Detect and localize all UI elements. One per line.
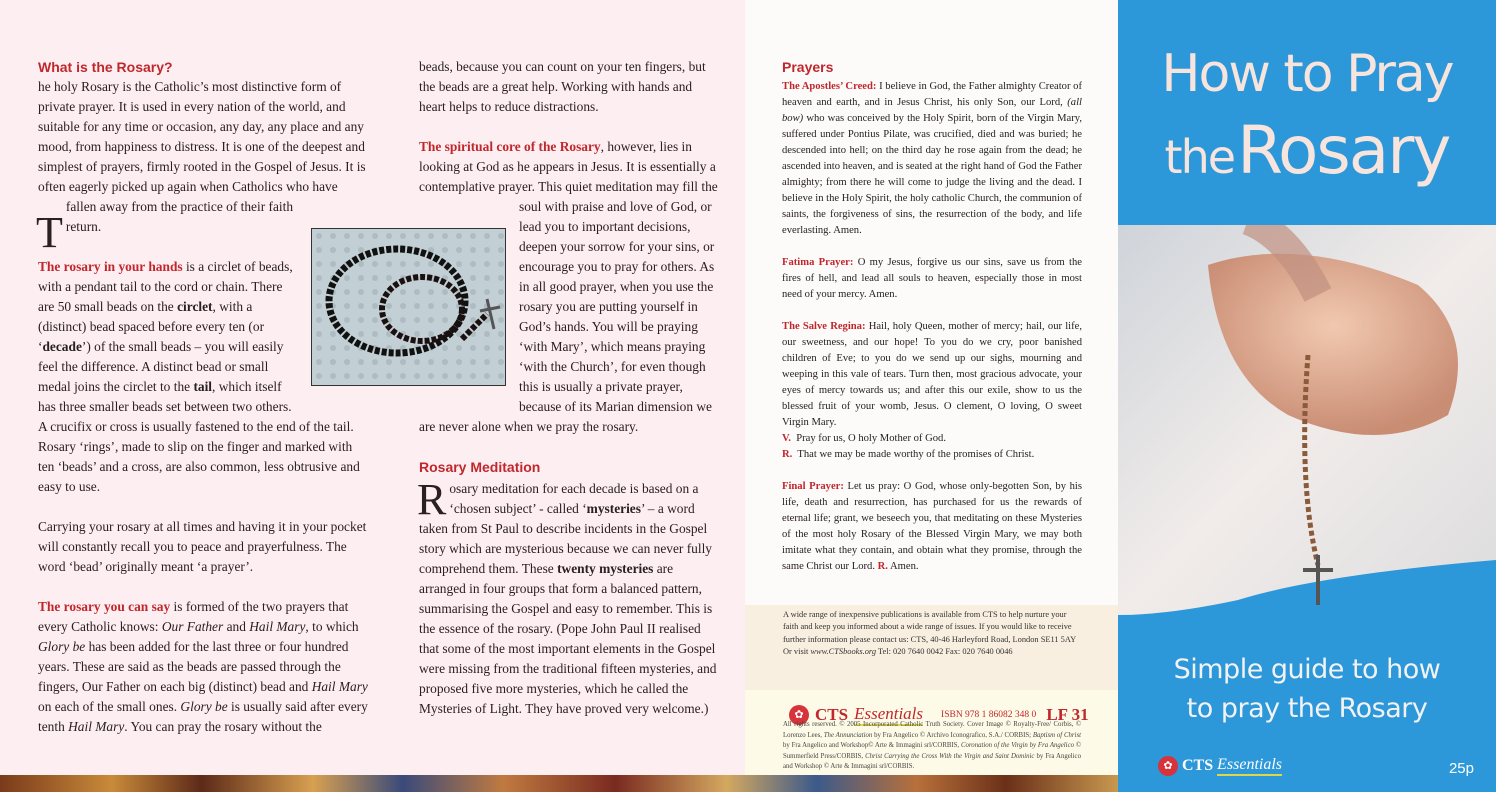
drop-cap: R [417, 475, 447, 524]
text: I believe in God, the Father almighty Creator of heaven and earth, and in Jesus Christ, his only Son, our Lord, [782, 81, 1083, 108]
text: is formed of the two prayers that every Catholic knows: [38, 599, 349, 634]
heading-rosary-meditation: Rosary Meditation [419, 459, 541, 475]
prayer-name: Hail Mary [68, 719, 125, 734]
text: That we may be made worthy of the promises of Christ. [792, 449, 1035, 460]
term: decade [42, 339, 82, 354]
column-2 [419, 57, 721, 739]
text: has been added for the last three or four hundred years. These are said as the beads are passed through the fingers, Our Father on each big (distinct) bead and [38, 639, 349, 694]
salve-regina [782, 319, 1082, 431]
front-cover [1118, 0, 1496, 792]
cts-seal-icon: ✿ [1158, 756, 1178, 776]
carrying-paragraph: Carrying your rosary at all times and having it in your pocket will constantly recall you to peace and prayerfulness. The word ‘bead’ originally meant ‘a prayer’. [38, 519, 367, 574]
text: . You can pray the rosary without the [124, 719, 322, 734]
text: by Fra Angelico © Archivo Iconografico, S.A./ CORBIS; [872, 731, 1033, 739]
prayer-name: Our Father [161, 619, 224, 634]
prayer-name: Hail Mary [249, 619, 306, 634]
essentials-logo-text: Essentials [1217, 756, 1282, 776]
artwork-title: The Annunciation [823, 731, 873, 739]
say-paragraph [38, 597, 368, 737]
title-word: the [1164, 130, 1235, 184]
prayer-name: Glory be [38, 639, 86, 654]
cover-title-line-1: How to Pray [1161, 44, 1453, 104]
praying-hands-photo [1118, 225, 1496, 615]
final-prayer [782, 479, 1082, 575]
essentials-logo-text: Essentials [854, 704, 923, 726]
text: Amen. [887, 561, 919, 572]
text: on each of the small ones. [38, 699, 181, 714]
product-code: LF 31 [1046, 705, 1089, 724]
prayer-title: The Salve Regina: [782, 321, 866, 332]
r-marker: R. [877, 561, 888, 572]
apostles-creed [782, 79, 1082, 239]
continued-paragraph: beads, because you can count on your ten fingers, but the beads are a great help. Working with hands and heart helps to reduce distractions. [419, 59, 706, 114]
text: Pray for us, O holy Mother of God. [790, 433, 947, 444]
text: ’) of the small beads – you will easily feel the difference. A distinct bead or small medal joins the circlet to the [38, 339, 284, 394]
text: by Fra Angelico and Workshop © Arte & Immagini srl/CORBIS. [783, 752, 1081, 770]
text: All rights reserved. © 2005 Incorporated Catholic Truth Society. Cover Image © Royalty-Free/ Corbis, © Lorenzo Lees, [783, 721, 1081, 739]
r-marker: R. [782, 449, 793, 460]
copyright-notice [783, 720, 1081, 773]
heading-what-is-rosary: What is the Rosary? [38, 59, 173, 75]
text: A wide range of inexpensive publications is available from CTS to help nurture your faith and keep you informed about a wide range of issues. If you would like to receive further information please contact us: CTS, 40-46 Harleyford Road, London SE11 5AY Or visit [783, 610, 1076, 657]
lead-in: The rosary you can say [38, 599, 171, 614]
prayer-title: Fatima Prayer: [782, 257, 854, 268]
v-marker: V. [782, 433, 791, 444]
heading-prayers: Prayers [782, 59, 834, 75]
rosary-beads-photo [311, 228, 506, 386]
artwork-title: Baptism of Christ [1032, 731, 1081, 739]
cover-cts-logo [1158, 756, 1282, 776]
rubric: (all bow) [782, 97, 1082, 124]
prayer-name: Glory be [180, 699, 228, 714]
text: , with a (distinct) bead spaced before every ten (or ‘ [38, 299, 265, 354]
drop-cap: T [36, 208, 63, 257]
text: ’ – a word taken from St Paul to describe incidents in the Gospel story which are mysterious because we can never fully comprehend them. These [419, 501, 712, 576]
text: who was conceived by the Holy Spirit, born of the Virgin Mary, suffered under Pontius Pilate, was crucified, died and was buried; he descended into hell; on the third day he rose again from the dead; he ascended into heaven, and is seated at the right hand of God the Father almighty; from there he will come to judge the living and the dead. I believe in the Holy Spirit, the holy catholic Church, the communion of saints, the forgiveness of sins, the resurrection of the body, and life everlasting. Amen. [782, 113, 1082, 236]
cover-subtitle [1118, 650, 1496, 728]
inside-left-spread [0, 0, 745, 775]
text: O my Jesus, forgive us our sins, save us from the fires of hell, and lead all souls to heaven, especially those in most need of your mercy. Amen. [782, 257, 1082, 300]
term: twenty mysteries [557, 561, 654, 576]
meditation-paragraph [417, 475, 721, 719]
lead-in: The spiritual core of the Rosary [419, 139, 601, 154]
text: Tel: 020 7640 0042 Fax: 020 7640 0046 [876, 647, 1013, 657]
title-word: Rosary [1237, 112, 1450, 189]
isbn: ISBN 978 1 86082 348 0 [941, 710, 1037, 720]
prayers-column [782, 57, 1082, 591]
cts-seal-icon: ✿ [789, 705, 809, 725]
column-1 [38, 57, 368, 757]
painting-strip [0, 775, 1118, 792]
term: circlet [177, 299, 213, 314]
text: , however, lies in looking at God as he appears in Jesus. It is essentially a contemplative prayer. This quiet meditation may fill the soul with praise and love of God, or lead you to important decisions, deepen your sorrow for your sins, or encourage you to pray for others. As in all good prayer, when you use the rosary you are putting yourself in God’s hands. You will be praying ‘with Mary’, which means praying ‘with the Church’, for even though this is usually a private prayer, because of its Marian dimension we are never alone when we pray the rosary. [419, 139, 718, 434]
prayer-title: The Apostles’ Creed: [782, 81, 877, 92]
publisher-info [745, 605, 1118, 690]
response [782, 447, 1082, 463]
text: are arranged in four groups that form a balanced pattern, summarising the Gospel and easy to remember. This is the essence of the rosary. (Pope John Paul II realised that some of the most important elements in the Gospel were missing from the traditional fifteen mysteries, and proposed five more mysteries, which he called the Mysteries of Light. They have proved very welcome.) [419, 561, 717, 716]
versicle [782, 431, 1082, 447]
prayer-name: Hail Mary [311, 679, 368, 694]
intro-text: he holy Rosary is the Catholic’s most distinctive form of private prayer. It is used in every nation of the world, and suitable for any time or occasion, any day, any place and any mood, from happiness to distress. It is one of the deepest and simplest of prayers, firmly rooted in the Gospel of Jesus. It is often eagerly picked up again when Catholics who have fallen away from the practice of their faith return. [38, 79, 366, 234]
term: mysteries [586, 501, 641, 516]
text: is a circlet of beads, with a pendant tail to the cord or chain. There are 50 small beads on the [38, 259, 293, 314]
price: 25p [1448, 760, 1474, 777]
subtitle-line: Simple guide to how [1173, 654, 1441, 685]
text: Let us pray: O God, whose only-begotten Son, by his life, death and resurrection, has purchased for us the rewards of eternal life; grant, we beseech you, that meditating on these Mysteries of the most holy Rosary of the Blessed Virgin Mary, we may both imitate what they contain, and obtain what they promise, through the same Christ our Lord. [782, 481, 1082, 572]
prayer-title: Final Prayer: [782, 481, 844, 492]
fatima-prayer [782, 255, 1082, 303]
website-link[interactable]: www.CTSbooks.org [810, 647, 877, 657]
text: Hail, holy Queen, mother of mercy; hail, our life, our sweetness, and our hope! To you do we cry, poor banished children of Eve; to you do we send up our sighs, mourning and weeping in this vale of tears. Turn then, most gracious advocate, your eyes of mercy towards us; and after this our exile, show to us the blessed fruit of your womb, Jesus. O clement, O loving, O sweet Virgin Mary. [782, 321, 1082, 428]
subtitle-line: to pray the Rosary [1186, 693, 1428, 724]
term: tail [193, 379, 213, 394]
artwork-title: Coronation of the Virgin by Fra Angelico [960, 742, 1074, 749]
text: © Summerfield Press/CORBIS, [783, 742, 1082, 760]
brand-block [745, 690, 1118, 775]
text: , to which [305, 619, 359, 634]
text: by Fra Angelico and Workshop© Arte & Immagini srl/CORBIS, [783, 742, 961, 749]
lead-in: The rosary in your hands [38, 259, 183, 274]
cover-title-line-2 [1118, 112, 1496, 189]
text: and [223, 619, 250, 634]
text: osary meditation for each decade is based on a ‘chosen subject’ - called ‘ [449, 481, 699, 516]
cts-logo-text: CTS [1182, 757, 1214, 774]
text: is usually said after every tenth [38, 699, 368, 734]
cts-logo-text: CTS [815, 705, 849, 724]
artwork-title: Christ Carrying the Cross With the Virgin and Saint Dominic [865, 752, 1035, 760]
text: , which itself has three smaller beads set between two others. A crucifix or cross is usually fastened to the end of the tail. Rosary ‘rings’, made to slip on the finger and marked with ten ‘beads’ and a cross, are also common, less obtrusive and easy to use. [38, 379, 360, 494]
